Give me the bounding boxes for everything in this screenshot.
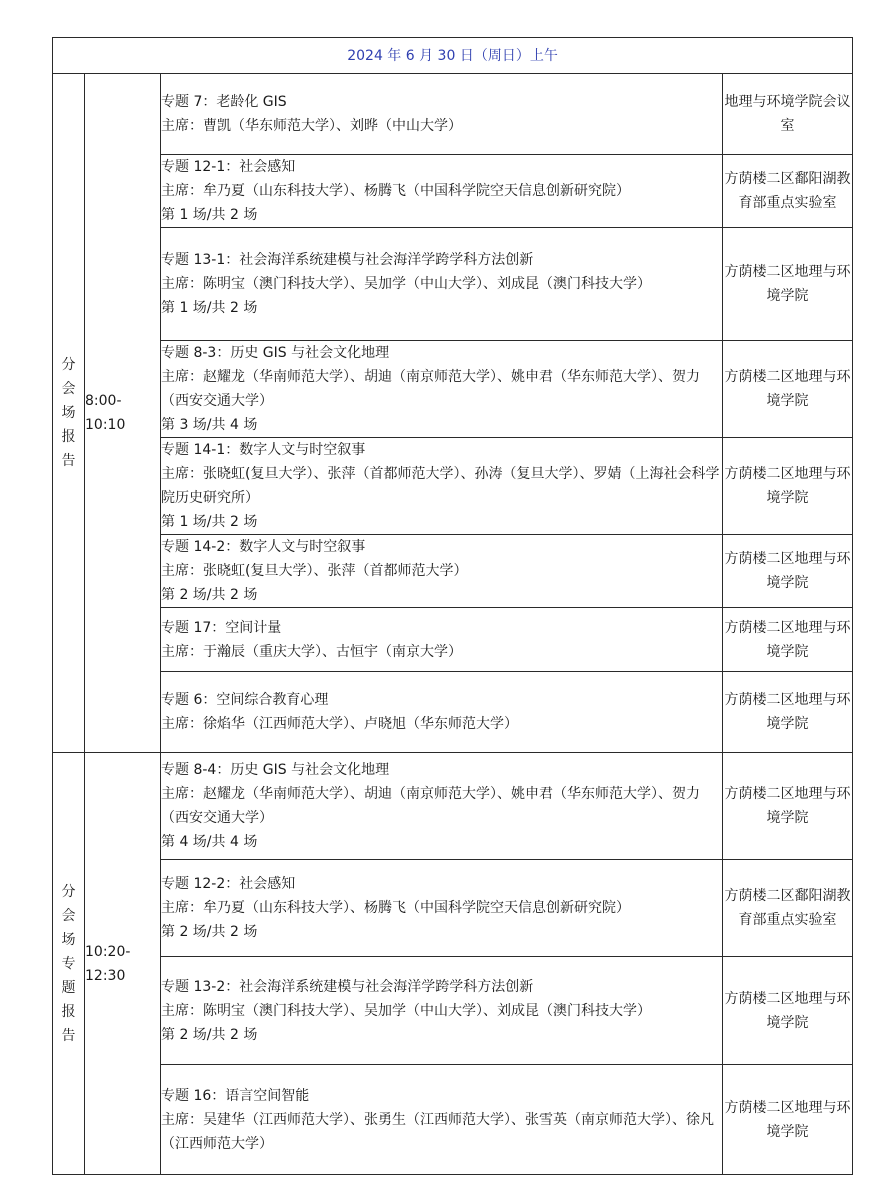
table-row [53,535,853,608]
table-row [53,74,853,155]
time-slot: 8:00-10:10 [85,74,161,753]
topic-title: 专题 14-1：数字人文与时空叙事 [161,442,366,458]
section-label-cell [53,753,85,1175]
table-row [53,860,853,957]
topic-title: 专题 8-3：历史 GIS 与社会文化地理 [161,345,390,361]
topic-cell [161,860,723,957]
table-row [53,753,853,860]
topic-chairs: 主席：张晓虹(复旦大学）、张萍（首都师范大学） [161,563,468,579]
topic-chairs: 主席：陈明宝（澳门科技大学）、吴加学（中山大学）、刘成昆（澳门科技大学） [161,1002,651,1019]
schedule-table [52,37,853,1175]
table-row [53,608,853,672]
topic-cell [161,535,723,608]
topic-title: 专题 13-2：社会海洋系统建模与社会海洋学跨学科方法创新 [161,978,534,995]
topic-chairs: 主席：牟乃夏（山东科技大学）、杨腾飞（中国科学院空天信息创新研究院） [161,900,630,916]
venue: 方荫楼二区地理与环境学院 [723,341,853,438]
topic-chairs: 主席：赵耀龙（华南师范大学）、胡迪（南京师范大学）、姚申君（华东师范大学）、贺力（西安交通大学） [161,369,700,409]
topic-session: 第 2 场/共 2 场 [161,924,258,940]
topic-title: 专题 16：语言空间智能 [161,1087,310,1104]
topic-chairs: 主席：陈明宝（澳门科技大学）、吴加学（中山大学）、刘成昆（澳门科技大学） [161,276,651,292]
topic-cell [161,74,723,155]
venue: 方荫楼二区地理与环境学院 [723,438,853,535]
venue: 地理与环境学院会议室 [723,74,853,155]
topic-title: 专题 6：空间综合教育心理 [161,692,329,708]
topic-session: 第 2 场/共 2 场 [161,587,258,603]
topic-title: 专题 8-4：历史 GIS 与社会文化地理 [161,762,390,778]
topic-chairs: 主席：牟乃夏（山东科技大学）、杨腾飞（中国科学院空天信息创新研究院） [161,183,630,199]
topic-session: 第 2 场/共 2 场 [161,1026,258,1043]
venue: 方荫楼二区地理与环境学院 [723,535,853,608]
venue: 方荫楼二区地理与环境学院 [723,608,853,672]
topic-chairs: 主席：赵耀龙（华南师范大学）、胡迪（南京师范大学）、姚申君（华东师范大学）、贺力（西安交通大学） [161,786,700,826]
topic-session: 第 1 场/共 2 场 [161,207,258,223]
table-row [53,341,853,438]
table-row [53,957,853,1065]
topic-chairs: 主席：徐焰华（江西师范大学）、卢晓旭（华东师范大学） [161,716,518,732]
topic-title: 专题 7：老龄化 GIS [161,94,287,110]
date-header: 2024 年 6 月 30 日（周日）上午 [53,38,853,74]
venue: 方荫楼二区鄱阳湖教育部重点实验室 [723,860,853,957]
topic-chairs: 主席：曹凯（华东师范大学）、刘晔（中山大学） [161,118,462,134]
topic-title: 专题 14-2：数字人文与时空叙事 [161,539,366,555]
venue: 方荫楼二区鄱阳湖教育部重点实验室 [723,155,853,228]
topic-session: 第 4 场/共 4 场 [161,834,258,850]
table-row [53,1065,853,1175]
topic-cell [161,228,723,341]
topic-chairs: 主席：于瀚辰（重庆大学）、古恒宇（南京大学） [161,643,462,660]
topic-title: 专题 17：空间计量 [161,619,282,636]
section-label: 分会场专题报告 [61,883,76,1044]
venue: 方荫楼二区地理与环境学院 [723,672,853,753]
topic-cell [161,155,723,228]
venue: 方荫楼二区地理与环境学院 [723,957,853,1065]
topic-cell [161,1065,723,1175]
table-row [53,155,853,228]
table-row [53,672,853,753]
topic-cell [161,341,723,438]
topic-chairs: 主席：张晓虹(复旦大学）、张萍（首都师范大学）、孙涛（复旦大学）、罗婧（上海社会科学院历史研究所） [161,466,720,506]
topic-cell [161,753,723,860]
topic-session: 第 1 场/共 2 场 [161,300,258,316]
venue: 方荫楼二区地理与环境学院 [723,1065,853,1175]
table-row [53,438,853,535]
table-row [53,228,853,341]
topic-cell [161,672,723,753]
venue: 方荫楼二区地理与环境学院 [723,753,853,860]
section-label-cell [53,74,85,753]
topic-title: 专题 12-1：社会感知 [161,159,296,175]
topic-title: 专题 13-1：社会海洋系统建模与社会海洋学跨学科方法创新 [161,252,534,268]
header-row [53,38,853,74]
topic-session: 第 3 场/共 4 场 [161,417,258,433]
section-label: 分会场报告 [61,357,76,469]
topic-chairs: 主席：吴建华（江西师范大学）、张勇生（江西师范大学）、张雪英（南京师范大学）、徐凡（江西师范大学） [161,1111,714,1152]
venue: 方荫楼二区地理与环境学院 [723,228,853,341]
topic-title: 专题 12-2：社会感知 [161,876,296,892]
topic-cell [161,438,723,535]
topic-session: 第 1 场/共 2 场 [161,514,258,530]
topic-cell [161,957,723,1065]
time-slot: 10:20-12:30 [85,753,161,1175]
topic-cell [161,608,723,672]
